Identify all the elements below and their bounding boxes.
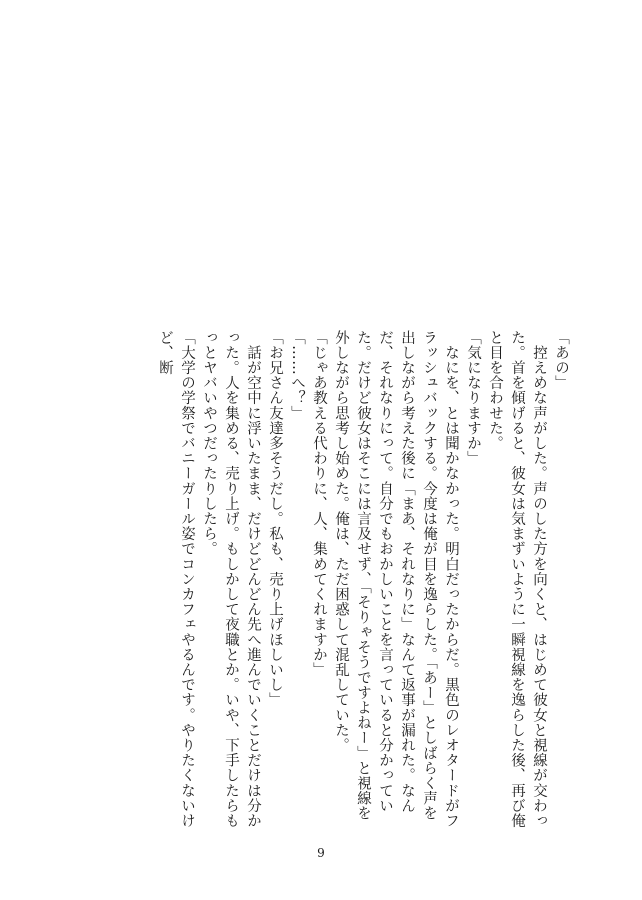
paragraph: 「気になりますか」	[465, 330, 481, 466]
paragraph: 「大学の学祭でバニーガール姿でコンカフェやるんです。やりたくないけど、断	[157, 330, 195, 829]
paragraph: 「あの」	[553, 330, 569, 391]
paragraph: 「……へ？」	[289, 330, 305, 421]
paragraph: 「お兄さん友達多そうだし。私も、売り上げほしいし」	[267, 330, 283, 708]
paragraph: なにを、とは聞かなかった。明白だったからだ。黒色のレオタードがフラッシュバックする。今度は俺が目を逸らした。「あー」としばらく声を出しながら考えた後に「まあ、それなりに」なんて返事が漏れた。なんだ、それなりにって。自分でもおかしいことを言っていると分かっていた。だけど彼女はそこには言及せず、「そりゃそうですよねー」と視線を外しながら思考し始めた。俺は、ただ困惑して混乱していた。	[333, 330, 459, 829]
page-number: 9	[317, 846, 325, 860]
paragraph: 「じゃあ教える代わりに、人、集めてくれますか」	[311, 330, 327, 678]
paragraph: 話が空中に浮いたまま、だけどどんどん先へ進んでいくことだけは分かった。人を集める、売り上げ。もしかして夜職とか。いや、下手したらもっとヤバいやつだったりしたら。	[201, 330, 261, 829]
paragraph: 控えめな声がした。声のした方を向くと、はじめて彼女と視線が交わった。首を傾げると、彼女は気まずいように一瞬視線を逸らした後、再び俺と目を合わせた。	[487, 330, 547, 829]
body-text	[72, 330, 572, 830]
